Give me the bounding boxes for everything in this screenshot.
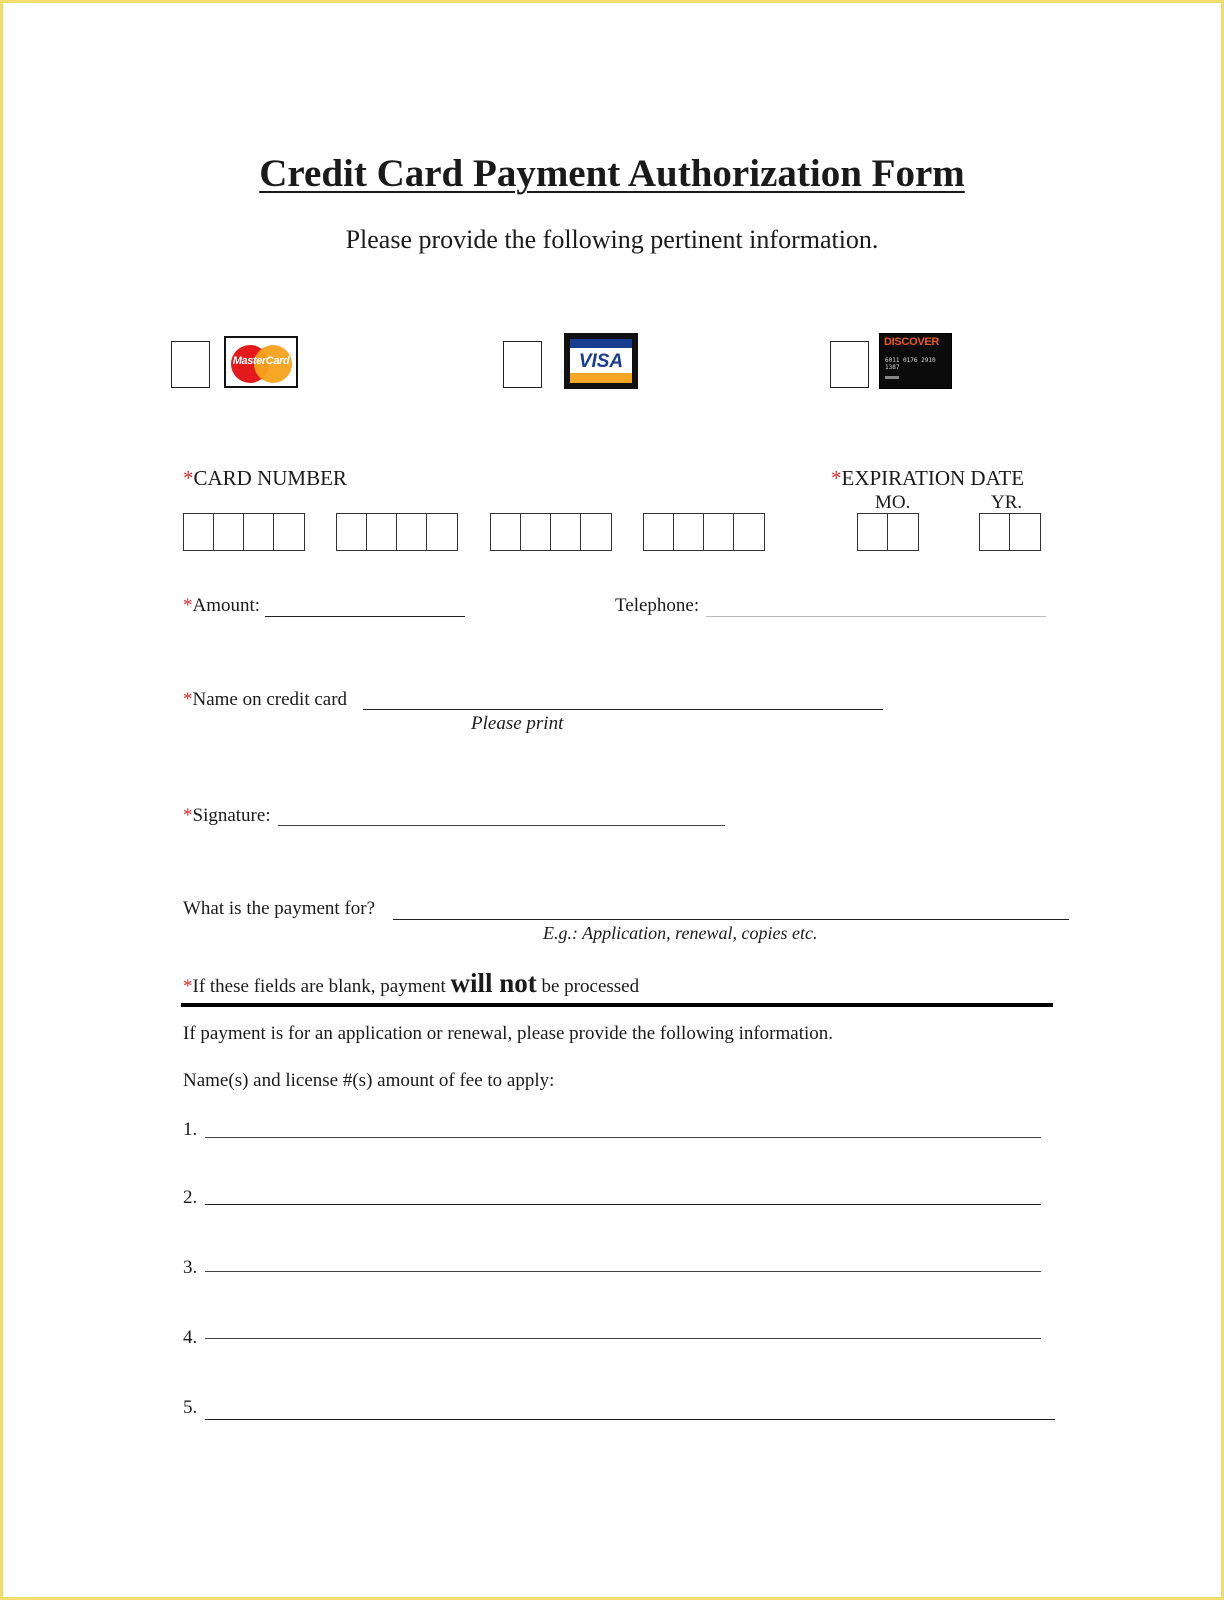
- discover-card-number-text: 6011 0176 2910 1387: [885, 357, 936, 371]
- form-subtitle: Please provide the following pertinent information.: [345, 225, 879, 254]
- license-line-number-5: 5.: [183, 1397, 198, 1418]
- license-line-number-2: 2.: [183, 1187, 198, 1208]
- expiration-year-label: YR.: [991, 492, 1023, 513]
- license-line-2[interactable]: [205, 1204, 1041, 1205]
- signature-label: *Signature:: [183, 805, 271, 826]
- mastercard-checkbox[interactable]: [171, 341, 210, 388]
- name-on-card-hint: Please print: [471, 713, 564, 734]
- license-line-1[interactable]: [205, 1137, 1041, 1138]
- discover-card-icon: [879, 333, 952, 389]
- payment-for-field[interactable]: [393, 919, 1069, 920]
- license-line-number-1: 1.: [183, 1119, 198, 1140]
- payment-for-label: What is the payment for?: [183, 898, 376, 919]
- visa-checkbox[interactable]: [503, 341, 542, 388]
- discover-logo-text: DISCOVER: [884, 336, 940, 348]
- card-number-group-1[interactable]: [183, 513, 305, 551]
- application-note: If payment is for an application or renewal, please provide the following information.: [183, 1023, 834, 1044]
- form-title: Credit Card Payment Authorization Form: [259, 152, 965, 195]
- card-number-group-2[interactable]: [336, 513, 458, 551]
- license-line-3[interactable]: [205, 1271, 1041, 1272]
- telephone-field[interactable]: [706, 616, 1046, 617]
- mastercard-logo-text: MasterCard: [232, 355, 290, 367]
- license-line-number-4: 4.: [183, 1327, 198, 1348]
- blank-fields-warning: *If these fields are blank, payment will not be processed: [183, 968, 640, 998]
- signature-field[interactable]: [278, 825, 725, 826]
- expiration-month-label: MO.: [875, 492, 911, 513]
- amount-label: *Amount:: [183, 595, 261, 616]
- license-line-number-3: 3.: [183, 1257, 198, 1278]
- expiration-month-boxes[interactable]: [857, 513, 919, 551]
- amount-field[interactable]: [265, 616, 465, 617]
- card-number-group-4[interactable]: [643, 513, 765, 551]
- name-on-card-field[interactable]: [363, 709, 883, 710]
- visa-logo-text: VISA: [578, 351, 624, 372]
- card-number-label: *CARD NUMBER: [183, 466, 347, 490]
- visa-logo-icon: [564, 333, 638, 389]
- license-line-5[interactable]: [205, 1419, 1055, 1420]
- license-prompt: Name(s) and license #(s) amount of fee to apply:: [183, 1070, 555, 1091]
- expiration-date-label: *EXPIRATION DATE: [831, 466, 1025, 490]
- expiration-year-boxes[interactable]: [979, 513, 1041, 551]
- section-divider: [181, 1003, 1053, 1007]
- name-on-card-label: *Name on credit card: [183, 689, 348, 710]
- mastercard-logo-icon: [224, 336, 298, 388]
- discover-checkbox[interactable]: [830, 341, 869, 388]
- payment-for-hint: E.g.: Application, renewal, copies etc.: [543, 923, 818, 943]
- card-number-group-3[interactable]: [490, 513, 612, 551]
- license-line-4[interactable]: [205, 1338, 1041, 1339]
- telephone-label: Telephone:: [615, 595, 700, 616]
